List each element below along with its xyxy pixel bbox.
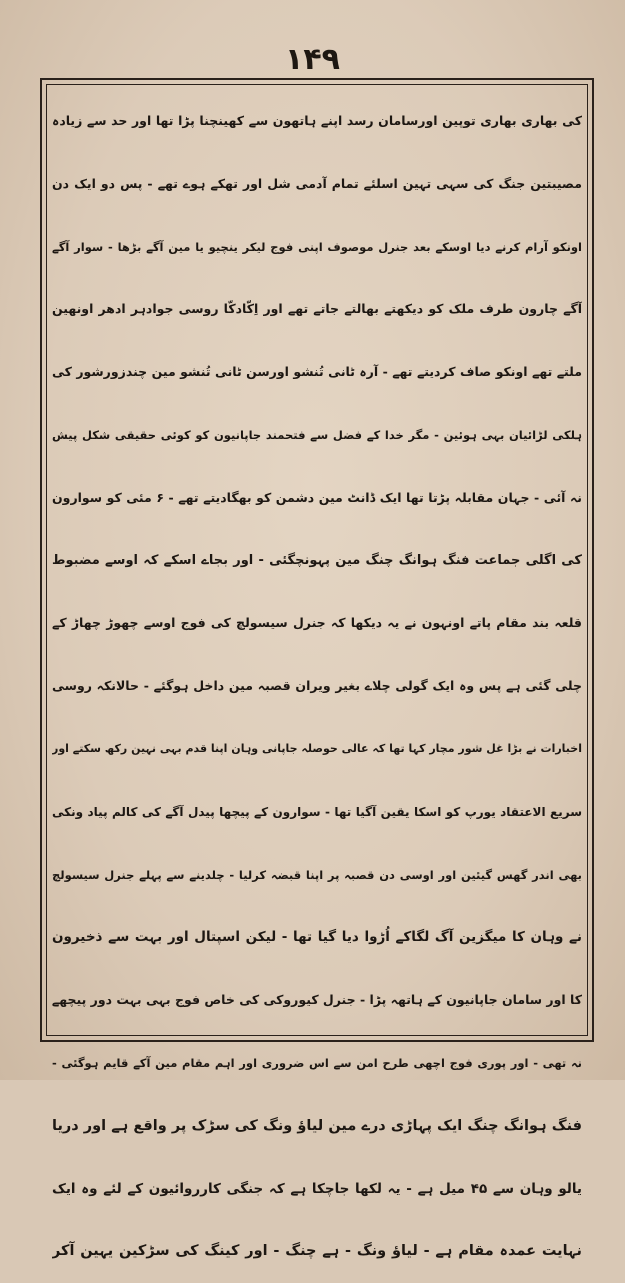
text-line: سریع الاعتقاد یورپ کو اسکا یقین آگیا تھا - سوارون کے پیچھا پیدل آگے کی کالم پیاد ونکی — [52, 804, 582, 819]
text-line: چلی گئی ہے پس وہ ایک گولی چلاے بغیر ویران قصبہ مین داخل ہوگئے - حالانکہ روسی — [52, 678, 582, 694]
text-line: قلعہ بند مقام پاتے اونہون نے یہ دیکھا کہ جنرل سیسولچ کی فوج اوسے چھوڑ چھاڑ کے — [52, 615, 582, 631]
text-line: اونکو آرام کرنے دیا اوسکے بعد جنرل موصوف اپنی فوج لیکر ینچیو یا مین آگے بڑھا - سوار آگے — [52, 239, 582, 254]
text-line: نہ تھی - اور پوری فوج اچھی طرح امن سے اس ضروری اور اہم مقام مین آکے قایم ہوگئی - — [52, 1055, 582, 1070]
text-line: آگے چارون طرف ملک کو دیکھتے بھالتے جاتے تھے اور اِکّادکّا روسی جوادہر ادھر اونھین — [52, 301, 582, 317]
text-line: کی بھاری بھاری توپین اورسامان رسد اپنے ہاتھون سے کھینچنا پڑا تھا اور حد سے زیادہ — [52, 113, 582, 128]
text-line: نے وہان کا میگزین آگ لگاکے اُڑوا دیا گیا تھا - لیکن اسپتال اور بہت سے ذخیرون — [52, 929, 582, 946]
text-line: اخبارات نے بڑا غل شور مچار کہا تھا کہ عالی حوصلہ جاپانی وہان اپنا قدم بہی نہین رکھ سکتے اور — [52, 741, 582, 755]
text-line: نہ آئی - جہان مقابلہ پڑتا تھا ایک ڈانٹ مین دشمن کو بھگادیتے تھے - ۶ مئی کو سوارون — [52, 489, 582, 505]
page-number: ۱۴۹ — [285, 42, 340, 77]
body-text — [52, 90, 582, 1283]
text-line: ہلکی لڑائیان بہی ہوئین - مگر خدا کے فضل سے فتحمند جاپانیون کو کوئی حقیقی شکل پیش — [52, 427, 582, 442]
text-line: مصیبتین جنگ کی سہی تہین اسلئے تمام آدمی شل اور تھکے ہوے تھے - پس دو ایک دن — [52, 175, 582, 191]
page-border-frame — [40, 78, 594, 1260]
text-line: کا اور سامان جاپانیون کے ہاتھہ پڑا - جنرل کیوروکی کی خاص فوج بہی بہت دور پیچھے — [52, 992, 582, 1008]
text-line: کی اگلی جماعت فنگ ہوانگ چنگ مین پہونچگئی - اور بجاے اسکے کہ اوسے مضبوط — [52, 552, 582, 568]
text-line: ملتے تھے اونکو صاف کردیتے تھے - آرہ ٹانی تُنشو اورسن ٹانی تُنشو مین چندزورشور کی — [52, 364, 582, 380]
text-line: نہایت عمدہ مقام ہے - لیاؤ ونگ - ہے چنگ - اور کینگ کی سڑکین یہین آکر — [52, 1243, 582, 1260]
text-line: فنگ ہوانگ چنگ ایک پہاڑی درے مین لیاؤ ونگ کی سڑک پر واقع ہے اور دریا — [52, 1117, 582, 1134]
text-line: یالو وہان سے ۴۵ میل ہے - یہ لکھا جاچکا ہے کہ جنگی کارروائیون کے لئے وہ ایک — [52, 1180, 582, 1197]
text-line: بھی اندر گھس گیئین اور اوسی دن قصبہ پر اپنا قبضہ کرلیا - چلدینے سے پہلے جنرل سیسولچ — [52, 867, 582, 882]
